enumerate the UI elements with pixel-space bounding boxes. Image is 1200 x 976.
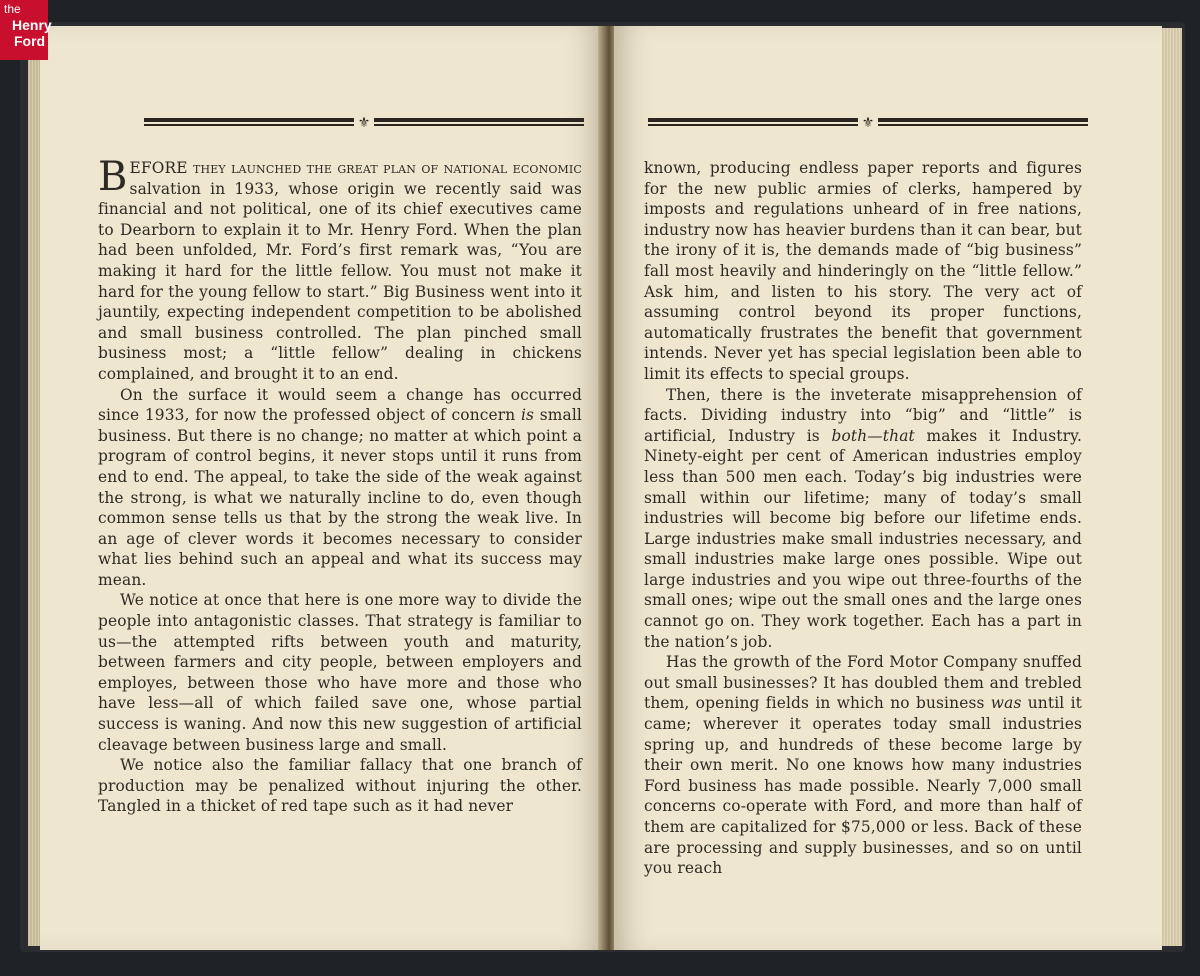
page-edges-left	[28, 28, 40, 946]
ornament-rule	[878, 117, 1088, 129]
emphasis: was	[990, 694, 1022, 713]
header-ornament-left	[144, 114, 584, 132]
ornament-rule	[648, 117, 858, 129]
drop-cap: B	[98, 154, 128, 200]
paragraph	[644, 158, 1082, 385]
right-page	[614, 26, 1162, 950]
logo-text: Henry	[12, 17, 52, 33]
emphasis: both—that	[831, 426, 915, 445]
left-page-text	[98, 154, 582, 817]
henry-ford-logo	[0, 0, 52, 60]
paragraph	[98, 154, 582, 385]
paragraph-text: small business. But there is no change; no matter at which point a program of control begins, it never stops until it runs from end to end. The appeal, to take the side of the weak against the strong, is what we naturally incline to do, even though common sense tells us that by the strong the weak live. In an age of clever words it becomes necessary to consider what lies behind such an appeal and what its success may mean.	[98, 406, 582, 589]
paragraph-text: until it came; wherever it operates today small industries spring up, and hundreds of these become large by their own merit. No one knows how many industries Ford business has made possible. Nearly 7,000 small concerns co-operate with Ford, and more than half of them are capitalized for $75,000 or less. Back of these are processing and supply businesses, and so on until you reach	[644, 694, 1082, 878]
paragraph-text: We notice at once that here is one more way to divide the people into antagonistic classes. That strategy is familiar to us—the attempted rifts between youth and maturity, between farmers and city people, between employers and employes, between those who have more and those who have less—all of which failed save one, whose partial success is waning. And now this new suggestion of artificial cleavage between business large and small.	[98, 591, 582, 754]
logo-text: the	[4, 2, 21, 16]
paragraph-text: EFORE they launched the great plan of national economic salvation in 1933, whose origin we recently said was financial and not political, one of its chief executives came to Dearborn to explain it to Mr. Henry Ford. When the plan had been unfolded, Mr. Ford’s first remark was, “You are making it hard for the little fellow. You must not make it hard for the young fellow to start.” Big Business went into it jauntily, expecting independent competition to be abolished and small business controlled. The plan pinched small business most; a “little fellow” dealing in chickens complained, and brought it to an end.	[98, 159, 582, 383]
paragraph-text: makes it Industry. Ninety-eight per cent of American industries employ less than 500 men each. Today’s big industries were small within our lifetime; many of today’s small industries will become big before our lifetime ends. Large industries make small industries necessary, and small industries make large ones possible. Wipe out large industries and you wipe out three-fourths of the small ones; wipe out the small ones and the large ones cannot go on. They work together. Each has a part in the nation’s job.	[644, 426, 1082, 651]
paragraph	[98, 755, 582, 817]
paragraph-text: We notice also the familiar fallacy that one branch of production may be penalized without injuring the other. Tangled in a thicket of red tape such as it had never	[98, 756, 582, 816]
paragraph-text: Then, there is the inveterate misapprehension of facts. Dividing industry into “big” and “little” is artificial, Industry is	[644, 385, 1082, 445]
header-ornament-right	[648, 114, 1088, 132]
paragraph-text: known, producing endless paper reports and figures for the new public armies of clerks, hampered by imposts and regulations unheard of in free nations, industry now has heavier burdens than it can bear, but the irony of it is, the demands made of “big business” fall most heavily and hinderingly on the “little fellow.” Ask him, and listen to his story. The very act of assuming control beyond its proper functions, automatically frustrates the benefit that government intends. Never yet has special legislation been able to limit its effects to special groups.	[644, 159, 1082, 383]
fleur-de-lis-icon: ⚜	[357, 115, 371, 131]
paragraph	[98, 385, 582, 591]
emphasis: is	[520, 406, 535, 425]
fleur-de-lis-icon: ⚜	[861, 115, 875, 131]
ornament-rule	[144, 117, 354, 129]
logo-text: Ford	[14, 33, 46, 49]
paragraph	[644, 652, 1082, 879]
paragraph	[644, 385, 1082, 653]
page-edges-right	[1160, 28, 1182, 946]
paragraph-text: Has the growth of the Ford Motor Company snuffed out small businesses? It has doubled them and trebled them, opening fields in which no business	[644, 653, 1082, 713]
paragraph	[98, 590, 582, 755]
right-page-text	[644, 158, 1082, 879]
left-page	[40, 26, 602, 950]
ornament-rule	[374, 117, 584, 129]
paragraph-text: On the surface it would seem a change has occurred since 1933, for now the professed object of concern	[98, 385, 582, 425]
